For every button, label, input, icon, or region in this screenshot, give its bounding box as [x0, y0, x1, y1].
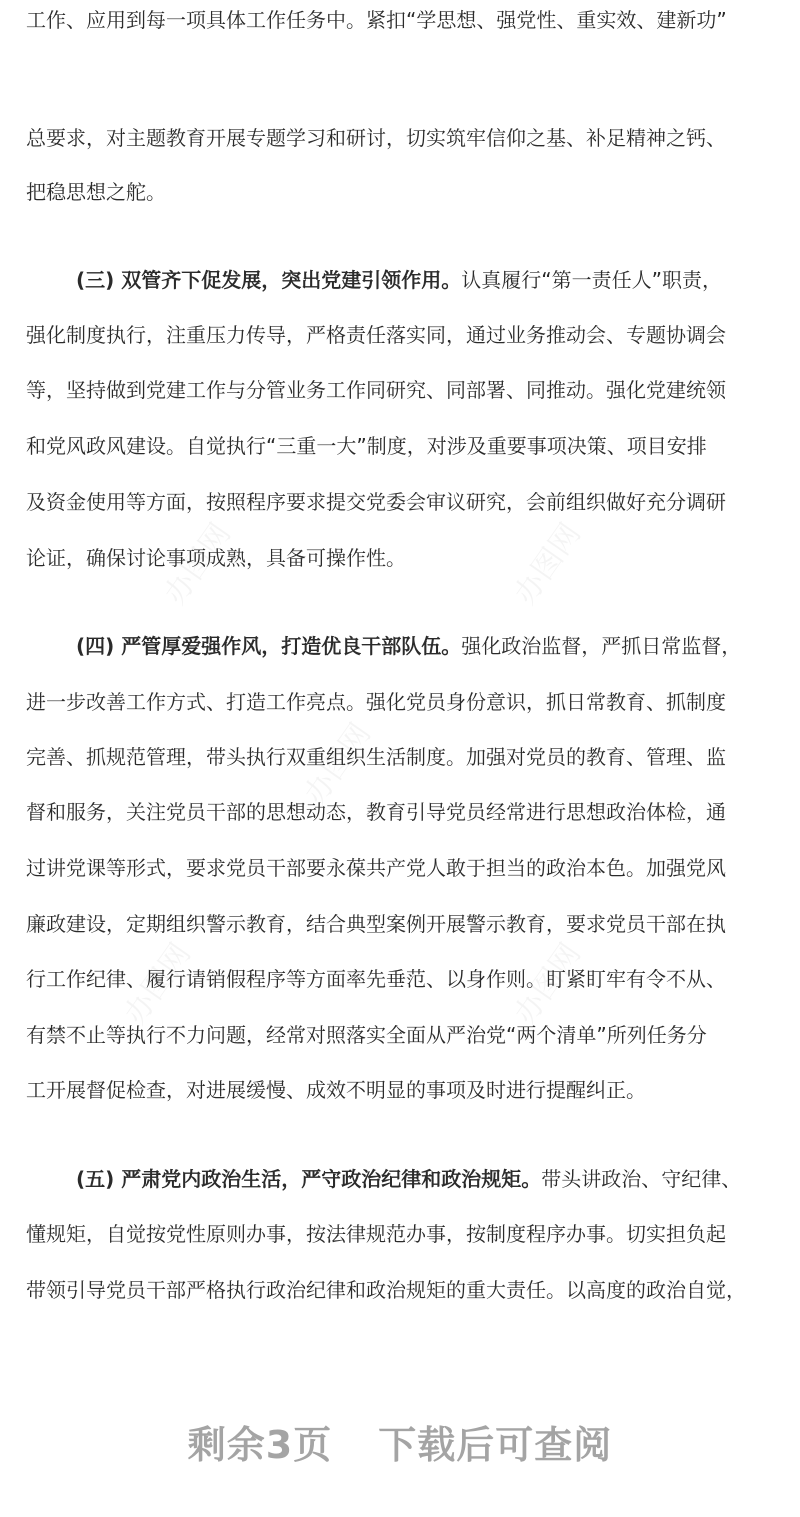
paragraph-line: 论证，确保讨论事项成熟，具备可操作性。: [26, 546, 406, 570]
section-3-first-line: [76, 266, 722, 294]
section-5-heading: (五) 严肃党内政治生活，严守政治纪律和政治规矩。: [76, 1167, 542, 1191]
section-4-first-line-text: 强化政治监督，严抓日常监督，: [461, 634, 742, 658]
section-4-heading: (四) 严管厚爱强作风，打造优良干部队伍。: [76, 634, 462, 658]
paragraph-line: 行工作纪律、履行请销假程序等方面率先垂范、以身作则。盯紧盯牢有令不从、: [26, 967, 726, 991]
paragraph-line: 廉政建设，定期组织警示教育，结合典型案例开展警示教育，要求党员干部在执: [26, 912, 726, 936]
paragraph-line: 过讲党课等形式，要求党员干部要永葆共产党人敢于担当的政治本色。加强党风: [26, 856, 726, 880]
section-3-heading: (三) 双管齐下促发展，突出党建引领作用。: [76, 268, 462, 292]
section-5-first-line-text: 带头讲政治、守纪律、: [541, 1167, 742, 1191]
paragraph-line: 懂规矩，自觉按党性原则办事，按法律规范办事，按制度程序办事。切实担负起: [26, 1222, 726, 1246]
paragraph-line: 及资金使用等方面，按照程序要求提交党委会审议研究，会前组织做好充分调研: [26, 490, 726, 514]
paragraph-line: 有禁不止等执行不力问题，经常对照落实全面从严治党“两个清单”所列任务分: [26, 1023, 707, 1047]
paragraph-line: 强化制度执行，注重压力传导，严格责任落实同，通过业务推动会、专题协调会: [26, 323, 726, 347]
paragraph-line: 进一步改善工作方式、打造工作亮点。强化党员身份意识，抓日常教育、抓制度: [26, 690, 726, 714]
download-hint-label: 下载后可查阅: [378, 1423, 613, 1467]
paragraph-line: 督和服务，关注党员干部的思想动态，教育引导党员经常进行思想政治体检，通: [26, 800, 726, 824]
remaining-pages-label: 剩余3页: [187, 1423, 333, 1467]
section-3-first-line-text: 认真履行“第一责任人”职责，: [461, 268, 722, 292]
paragraph-line: 工开展督促检查，对进展缓慢、成效不明显的事项及时进行提醒纠正。: [26, 1078, 646, 1102]
watermark: [501, 513, 589, 612]
paragraph-line: 完善、抓规范管理，带头执行双重组织生活制度。加强对党员的教育、管理、监: [26, 745, 726, 769]
paragraph-line: 带领引导党员干部严格执行政治纪律和政治规矩的重大责任。以高度的政治自觉，: [26, 1278, 746, 1302]
section-4-first-line: [76, 632, 741, 660]
paragraph-line: 和党风政风建设。自觉执行“三重一大”制度，对涉及重要事项决策、项目安排: [26, 434, 707, 458]
paragraph-line: 把稳思想之舵。: [26, 180, 166, 204]
section-5-first-line: [76, 1165, 741, 1193]
paragraph-line: 工作、应用到每一项具体工作任务中。紧扣“学思想、强党性、重实效、建新功”: [26, 8, 727, 32]
paragraph-line: 等，坚持做到党建工作与分管业务工作同研究、同部署、同推动。强化党建统领: [26, 378, 726, 402]
remaining-pages-banner[interactable]: [0, 1414, 800, 1469]
paragraph-line: 总要求，对主题教育开展专题学习和研讨，切实筑牢信仰之基、补足精神之钙、: [26, 126, 726, 150]
